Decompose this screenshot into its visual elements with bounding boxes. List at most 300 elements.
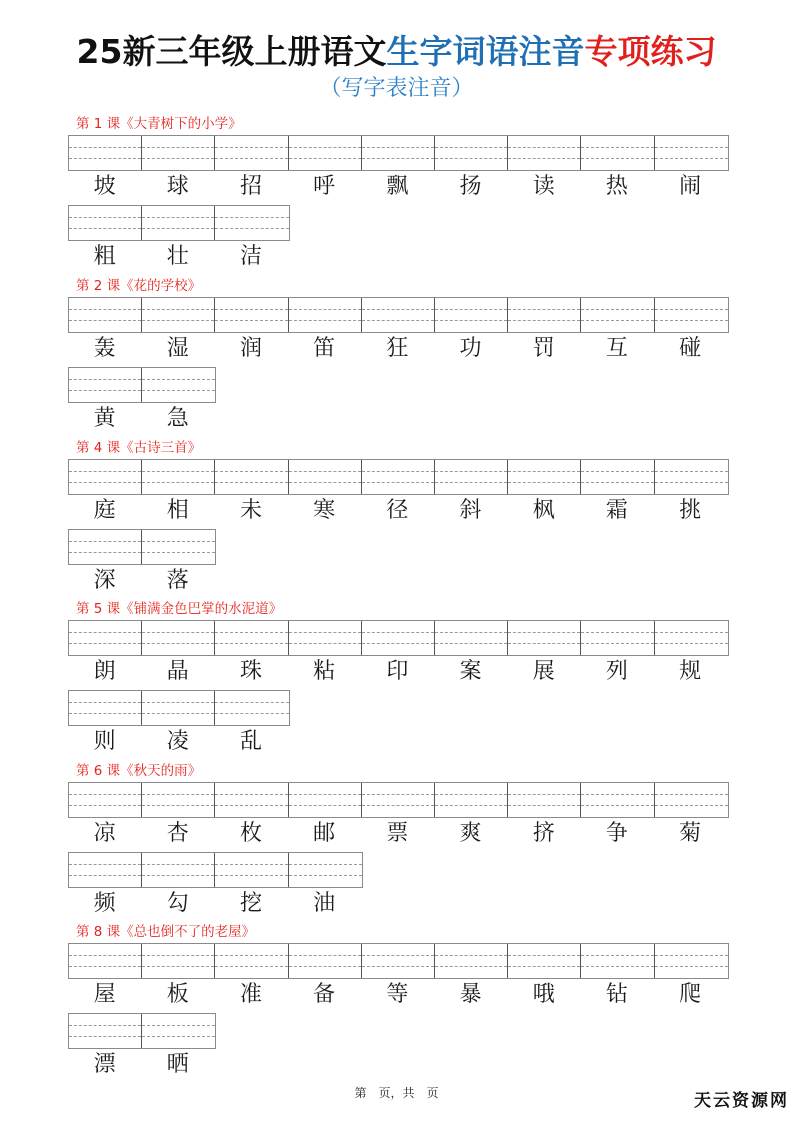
character-row — [68, 727, 288, 757]
character-row — [68, 404, 214, 434]
hanzi-character: 钻 — [605, 982, 628, 1007]
hanzi-character: 坡 — [93, 174, 116, 199]
guide-line — [435, 966, 507, 967]
guide-line — [69, 1025, 141, 1026]
guide-line — [289, 482, 361, 483]
guide-line — [142, 1025, 215, 1026]
hanzi-character: 展 — [532, 659, 555, 684]
guide-line — [69, 217, 141, 218]
guide-line — [581, 643, 653, 644]
guide-line — [581, 955, 653, 956]
guide-line — [69, 794, 141, 795]
pinyin-cell[interactable] — [362, 136, 435, 170]
hanzi-character: 菊 — [679, 821, 702, 846]
guide-line — [655, 966, 728, 967]
pinyin-writing-grid — [68, 135, 729, 171]
guide-line — [362, 805, 434, 806]
pinyin-cell[interactable] — [215, 460, 288, 494]
guide-line — [655, 643, 728, 644]
guide-line — [435, 643, 507, 644]
hanzi-character: 飘 — [386, 174, 409, 199]
guide-line — [508, 482, 580, 483]
guide-line — [142, 147, 214, 148]
hanzi-character: 球 — [166, 174, 189, 199]
pinyin-cell[interactable] — [142, 136, 215, 170]
pinyin-cell[interactable] — [215, 621, 288, 655]
guide-line — [508, 471, 580, 472]
character-row — [68, 334, 727, 364]
hanzi-character: 则 — [93, 729, 116, 754]
pinyin-writing-grid — [68, 690, 290, 726]
pinyin-cell[interactable] — [69, 691, 142, 725]
pinyin-cell[interactable] — [289, 783, 362, 817]
guide-line — [435, 794, 507, 795]
guide-line — [69, 864, 141, 865]
hanzi-character: 闹 — [679, 174, 702, 199]
guide-line — [142, 702, 214, 703]
hanzi-character: 朗 — [93, 659, 116, 684]
pinyin-cell[interactable] — [435, 944, 508, 978]
hanzi-character: 黄 — [93, 406, 116, 431]
hanzi-character: 板 — [166, 982, 189, 1007]
hanzi-character: 壮 — [166, 244, 189, 269]
pinyin-cell[interactable] — [142, 944, 215, 978]
guide-line — [655, 805, 728, 806]
guide-line — [362, 320, 434, 321]
lesson-title: 第 1 课《大青树下的小学》 — [76, 116, 242, 132]
hanzi-character: 功 — [459, 336, 482, 361]
pinyin-writing-grid — [68, 620, 729, 656]
pinyin-cell[interactable] — [435, 783, 508, 817]
hanzi-character: 热 — [605, 174, 628, 199]
title-grade-part: 25新三年级上册语文 — [76, 32, 387, 71]
hanzi-character: 规 — [679, 659, 702, 684]
pinyin-cell[interactable] — [142, 368, 215, 402]
pinyin-cell[interactable] — [508, 944, 581, 978]
lesson-title: 第 2 课《花的学校》 — [76, 278, 202, 294]
hanzi-character: 屋 — [93, 982, 116, 1007]
character-row — [68, 819, 727, 849]
hanzi-character: 频 — [93, 891, 116, 916]
pinyin-cell[interactable] — [215, 944, 288, 978]
lesson-section — [68, 277, 728, 437]
guide-line — [581, 147, 653, 148]
pinyin-cell[interactable] — [655, 136, 728, 170]
pinyin-cell[interactable] — [289, 621, 362, 655]
pinyin-cell[interactable] — [69, 298, 142, 332]
pinyin-cell[interactable] — [362, 621, 435, 655]
pinyin-cell[interactable] — [142, 460, 215, 494]
hanzi-character: 笛 — [313, 336, 336, 361]
guide-line — [69, 228, 141, 229]
hanzi-character: 读 — [532, 174, 555, 199]
guide-line — [508, 966, 580, 967]
guide-line — [215, 864, 287, 865]
pinyin-cell[interactable] — [289, 460, 362, 494]
pinyin-cell[interactable] — [362, 783, 435, 817]
guide-line — [289, 643, 361, 644]
hanzi-character: 相 — [166, 498, 189, 523]
hanzi-character: 勾 — [166, 891, 189, 916]
guide-line — [508, 320, 580, 321]
guide-line — [215, 875, 287, 876]
guide-line — [215, 471, 287, 472]
guide-line — [142, 320, 214, 321]
hanzi-character: 晒 — [166, 1052, 189, 1077]
hanzi-character: 湿 — [166, 336, 189, 361]
hanzi-character: 哦 — [532, 982, 555, 1007]
pinyin-cell[interactable] — [289, 298, 362, 332]
guide-line — [69, 390, 141, 391]
guide-line — [362, 309, 434, 310]
hanzi-character: 碰 — [679, 336, 702, 361]
pinyin-cell[interactable] — [508, 136, 581, 170]
pinyin-cell[interactable] — [215, 853, 288, 887]
hanzi-character: 狂 — [386, 336, 409, 361]
guide-line — [69, 966, 141, 967]
pinyin-cell[interactable] — [69, 944, 142, 978]
guide-line — [142, 966, 214, 967]
guide-line — [142, 471, 214, 472]
character-row — [68, 172, 727, 202]
pinyin-cell[interactable] — [69, 530, 142, 564]
guide-line — [69, 158, 141, 159]
guide-line — [435, 158, 507, 159]
guide-line — [289, 955, 361, 956]
guide-line — [435, 805, 507, 806]
watermark-logo: 天云资源网 — [694, 1091, 789, 1111]
guide-line — [435, 482, 507, 483]
guide-line — [581, 632, 653, 633]
pinyin-cell[interactable] — [581, 783, 654, 817]
lesson-section — [68, 600, 728, 760]
hanzi-character: 暴 — [459, 982, 482, 1007]
guide-line — [142, 643, 214, 644]
guide-line — [215, 794, 287, 795]
lesson-section — [68, 923, 728, 1083]
pinyin-cell[interactable] — [508, 621, 581, 655]
hanzi-character: 粘 — [313, 659, 336, 684]
pinyin-cell[interactable] — [142, 298, 215, 332]
pinyin-cell[interactable] — [215, 298, 288, 332]
pinyin-cell[interactable] — [69, 460, 142, 494]
guide-line — [508, 309, 580, 310]
guide-line — [655, 955, 728, 956]
pinyin-cell[interactable] — [289, 944, 362, 978]
hanzi-character: 未 — [239, 498, 262, 523]
pinyin-cell[interactable] — [215, 136, 288, 170]
pinyin-cell[interactable] — [142, 853, 215, 887]
hanzi-character: 互 — [605, 336, 628, 361]
guide-line — [362, 632, 434, 633]
pinyin-cell[interactable] — [69, 368, 142, 402]
guide-line — [655, 482, 728, 483]
guide-line — [435, 632, 507, 633]
guide-line — [69, 632, 141, 633]
character-row — [68, 657, 727, 687]
title-topic-part: 生字词语注音 — [386, 32, 585, 71]
pinyin-cell[interactable] — [69, 136, 142, 170]
hanzi-character: 等 — [386, 982, 409, 1007]
guide-line — [215, 966, 287, 967]
guide-line — [69, 955, 141, 956]
pinyin-cell[interactable] — [581, 944, 654, 978]
guide-line — [69, 552, 141, 553]
hanzi-character: 案 — [459, 659, 482, 684]
guide-line — [289, 794, 361, 795]
pinyin-cell[interactable] — [655, 944, 728, 978]
guide-line — [69, 541, 141, 542]
guide-line — [362, 482, 434, 483]
guide-line — [142, 552, 215, 553]
pinyin-cell[interactable] — [655, 783, 728, 817]
pinyin-cell[interactable] — [435, 621, 508, 655]
title-practice-part: 专项练习 — [584, 32, 717, 71]
guide-line — [215, 320, 287, 321]
guide-line — [142, 864, 214, 865]
guide-line — [215, 805, 287, 806]
hanzi-character: 呼 — [313, 174, 336, 199]
guide-line — [581, 966, 653, 967]
pinyin-cell[interactable] — [289, 136, 362, 170]
guide-line — [142, 309, 214, 310]
guide-line — [508, 158, 580, 159]
guide-line — [215, 217, 288, 218]
guide-line — [362, 955, 434, 956]
hanzi-character: 漂 — [93, 1052, 116, 1077]
hanzi-character: 争 — [605, 821, 628, 846]
hanzi-character: 爽 — [459, 821, 482, 846]
guide-line — [508, 643, 580, 644]
hanzi-character: 枚 — [239, 821, 262, 846]
guide-line — [142, 713, 214, 714]
guide-line — [289, 309, 361, 310]
hanzi-character: 扬 — [459, 174, 482, 199]
pinyin-cell[interactable] — [142, 621, 215, 655]
guide-line — [435, 147, 507, 148]
hanzi-character: 挖 — [239, 891, 262, 916]
guide-line — [289, 966, 361, 967]
pinyin-writing-grid — [68, 529, 216, 565]
pinyin-cell[interactable] — [362, 298, 435, 332]
hanzi-character: 票 — [386, 821, 409, 846]
guide-line — [362, 643, 434, 644]
pinyin-cell[interactable] — [142, 530, 215, 564]
guide-line — [289, 805, 361, 806]
pinyin-cell[interactable] — [655, 298, 728, 332]
pinyin-cell[interactable] — [215, 783, 288, 817]
pinyin-writing-grid — [68, 367, 216, 403]
guide-line — [289, 875, 362, 876]
hanzi-character: 粗 — [93, 244, 116, 269]
guide-line — [581, 158, 653, 159]
guide-line — [362, 966, 434, 967]
guide-line — [289, 864, 362, 865]
page-subtitle: （写字表注音） — [319, 76, 474, 101]
guide-line — [142, 955, 214, 956]
guide-line — [142, 805, 214, 806]
guide-line — [142, 379, 215, 380]
pinyin-writing-grid — [68, 205, 290, 241]
guide-line — [508, 955, 580, 956]
pinyin-writing-grid — [68, 297, 729, 333]
guide-line — [215, 702, 288, 703]
pinyin-writing-grid — [68, 852, 363, 888]
guide-line — [142, 632, 214, 633]
guide-line — [435, 471, 507, 472]
pinyin-cell[interactable] — [435, 460, 508, 494]
pinyin-cell[interactable] — [362, 460, 435, 494]
hanzi-character: 挤 — [532, 821, 555, 846]
pinyin-cell[interactable] — [655, 621, 728, 655]
pinyin-cell[interactable] — [69, 1014, 142, 1048]
guide-line — [69, 702, 141, 703]
guide-line — [142, 1036, 215, 1037]
hanzi-character: 晶 — [166, 659, 189, 684]
guide-line — [69, 471, 141, 472]
guide-line — [362, 158, 434, 159]
pinyin-cell[interactable] — [289, 853, 362, 887]
pinyin-cell[interactable] — [581, 136, 654, 170]
pinyin-cell[interactable] — [142, 691, 215, 725]
guide-line — [142, 158, 214, 159]
guide-line — [508, 147, 580, 148]
hanzi-character: 乱 — [239, 729, 262, 754]
hanzi-character: 斜 — [459, 498, 482, 523]
guide-line — [655, 320, 728, 321]
page-title — [0, 30, 793, 74]
guide-line — [215, 228, 288, 229]
pinyin-cell[interactable] — [215, 691, 288, 725]
pinyin-cell[interactable] — [142, 206, 215, 240]
guide-line — [581, 320, 653, 321]
character-row — [68, 566, 214, 596]
guide-line — [69, 482, 141, 483]
guide-line — [215, 482, 287, 483]
pinyin-cell[interactable] — [581, 298, 654, 332]
pinyin-cell[interactable] — [581, 621, 654, 655]
hanzi-character: 霜 — [605, 498, 628, 523]
hanzi-character: 落 — [166, 568, 189, 593]
pinyin-cell[interactable] — [362, 944, 435, 978]
guide-line — [508, 805, 580, 806]
pinyin-cell[interactable] — [581, 460, 654, 494]
hanzi-character: 罚 — [532, 336, 555, 361]
guide-line — [69, 643, 141, 644]
guide-line — [655, 632, 728, 633]
guide-line — [69, 309, 141, 310]
page-number: 第 页，共 页 — [354, 1086, 439, 1100]
guide-line — [581, 805, 653, 806]
guide-line — [508, 632, 580, 633]
pinyin-cell[interactable] — [142, 783, 215, 817]
hanzi-character: 凌 — [166, 729, 189, 754]
pinyin-cell[interactable] — [69, 853, 142, 887]
pinyin-cell[interactable] — [508, 298, 581, 332]
lesson-title: 第 6 课《秋天的雨》 — [76, 763, 202, 779]
guide-line — [289, 147, 361, 148]
hanzi-character: 列 — [605, 659, 628, 684]
guide-line — [289, 320, 361, 321]
guide-line — [215, 632, 287, 633]
guide-line — [142, 228, 214, 229]
guide-line — [655, 309, 728, 310]
guide-line — [142, 482, 214, 483]
guide-line — [581, 794, 653, 795]
hanzi-character: 招 — [239, 174, 262, 199]
guide-line — [289, 471, 361, 472]
guide-line — [69, 379, 141, 380]
guide-line — [508, 794, 580, 795]
guide-line — [69, 713, 141, 714]
hanzi-character: 径 — [386, 498, 409, 523]
hanzi-character: 爬 — [679, 982, 702, 1007]
guide-line — [215, 643, 287, 644]
guide-line — [69, 805, 141, 806]
hanzi-character: 准 — [239, 982, 262, 1007]
lesson-title: 第 4 课《古诗三首》 — [76, 440, 202, 456]
guide-line — [435, 320, 507, 321]
pinyin-cell[interactable] — [435, 136, 508, 170]
hanzi-character: 珠 — [239, 659, 262, 684]
pinyin-cell[interactable] — [655, 460, 728, 494]
hanzi-character: 挑 — [679, 498, 702, 523]
character-row — [68, 242, 288, 272]
guide-line — [362, 794, 434, 795]
hanzi-character: 凉 — [93, 821, 116, 846]
lesson-title: 第 8 课《总也倒不了的老屋》 — [76, 924, 256, 940]
guide-line — [142, 390, 215, 391]
guide-line — [69, 147, 141, 148]
hanzi-character: 洁 — [239, 244, 262, 269]
pinyin-writing-grid — [68, 1013, 216, 1049]
hanzi-character: 杏 — [166, 821, 189, 846]
lesson-section — [68, 762, 728, 922]
hanzi-character: 急 — [166, 406, 189, 431]
hanzi-character: 枫 — [532, 498, 555, 523]
lesson-section — [68, 115, 728, 275]
pinyin-cell[interactable] — [69, 783, 142, 817]
guide-line — [362, 147, 434, 148]
guide-line — [69, 1036, 141, 1037]
guide-line — [655, 147, 728, 148]
guide-line — [655, 158, 728, 159]
guide-line — [215, 147, 287, 148]
guide-line — [435, 309, 507, 310]
guide-line — [289, 158, 361, 159]
pinyin-cell[interactable] — [215, 206, 288, 240]
lesson-section — [68, 439, 728, 599]
hanzi-character: 轰 — [93, 336, 116, 361]
guide-line — [289, 632, 361, 633]
guide-line — [69, 320, 141, 321]
hanzi-character: 备 — [313, 982, 336, 1007]
pinyin-cell[interactable] — [142, 1014, 215, 1048]
pinyin-writing-grid — [68, 943, 729, 979]
pinyin-cell[interactable] — [69, 206, 142, 240]
character-row — [68, 1050, 214, 1080]
pinyin-cell[interactable] — [508, 783, 581, 817]
pinyin-cell[interactable] — [435, 298, 508, 332]
guide-line — [581, 309, 653, 310]
guide-line — [362, 471, 434, 472]
guide-line — [655, 471, 728, 472]
pinyin-writing-grid — [68, 782, 729, 818]
hanzi-character: 邮 — [313, 821, 336, 846]
pinyin-cell[interactable] — [508, 460, 581, 494]
pinyin-cell[interactable] — [69, 621, 142, 655]
guide-line — [142, 794, 214, 795]
